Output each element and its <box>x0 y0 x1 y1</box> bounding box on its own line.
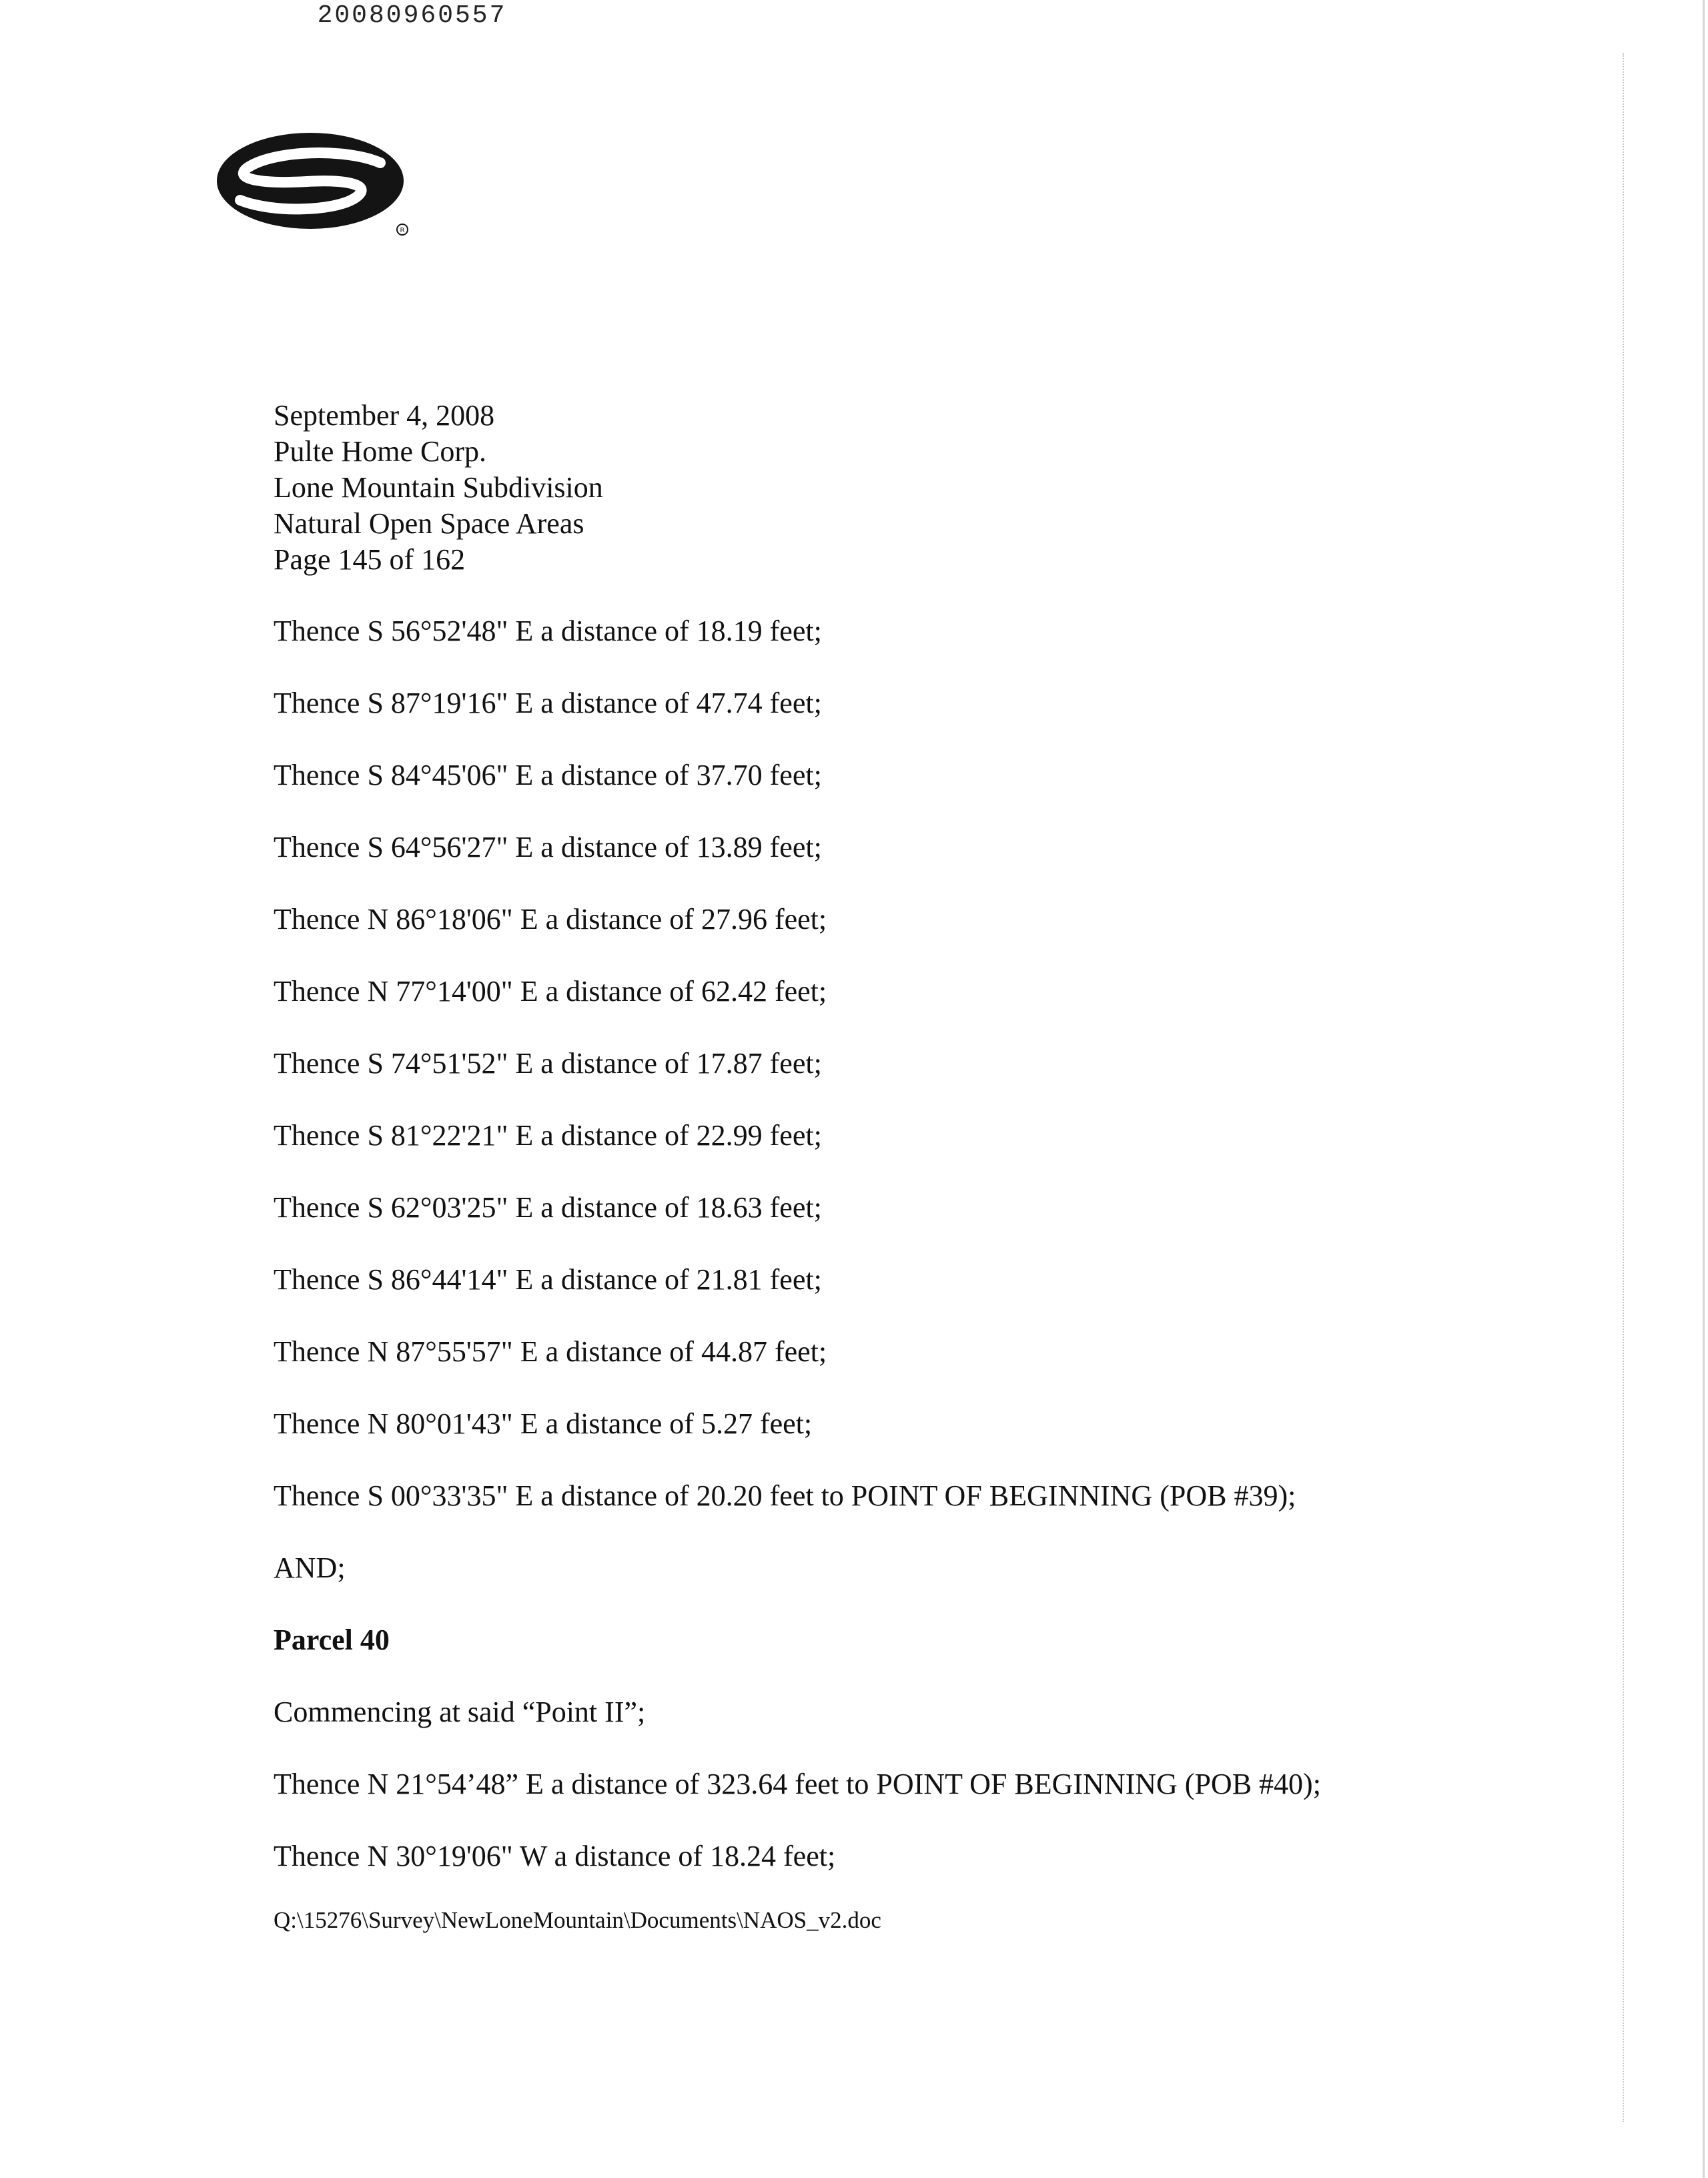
scan-edge-divider <box>1623 53 1624 2122</box>
bearing-line: Thence S 56°52'48" E a distance of 18.19 feet; <box>274 615 822 647</box>
document-number: 20080960557 <box>317 1 507 30</box>
bearing-line: Thence S 84°45'06" E a distance of 37.70 feet; <box>274 759 822 791</box>
document-body <box>274 611 1321 1908</box>
bearing-line: Thence N 77°14'00" E a distance of 62.42 feet; <box>274 975 827 1008</box>
header-subdivision: Lone Mountain Subdivision <box>274 471 603 504</box>
company-s-logo-icon <box>214 131 414 238</box>
bearing-line: Thence N 87°55'57" E a distance of 44.87 feet; <box>274 1335 827 1368</box>
and-separator: AND; <box>274 1551 346 1584</box>
footer-file-path: Q:\15276\Survey\NewLoneMountain\Documents\NAOS_v2.doc <box>274 1907 881 1933</box>
svg-text:R: R <box>400 227 405 234</box>
bearing-line: Thence N 86°18'06" E a distance of 27.96 feet; <box>274 903 827 936</box>
bearing-line: Thence S 86°44'14" E a distance of 21.81 feet; <box>274 1263 822 1296</box>
scan-edge-border <box>1703 0 1705 2178</box>
bearing-line: Thence N 30°19'06" W a distance of 18.24 feet; <box>274 1840 836 1872</box>
header-date: September 4, 2008 <box>274 399 495 432</box>
bearing-line-pob-39: Thence S 00°33'35" E a distance of 20.20 feet to POINT OF BEGINNING (POB #39); <box>274 1479 1296 1512</box>
bearing-line: Thence S 74°51'52" E a distance of 17.87 feet; <box>274 1047 822 1080</box>
commencing-line: Commencing at said “Point II”; <box>274 1696 646 1728</box>
parcel-heading: Parcel 40 <box>274 1623 390 1656</box>
bearing-line: Thence S 81°22'21" E a distance of 22.99 feet; <box>274 1119 822 1152</box>
bearing-line: Thence S 64°56'27" E a distance of 13.89 feet; <box>274 831 822 863</box>
bearing-line: Thence S 62°03'25" E a distance of 18.63 feet; <box>274 1191 822 1224</box>
header-company: Pulte Home Corp. <box>274 435 486 468</box>
bearing-line: Thence N 80°01'43" E a distance of 5.27 feet; <box>274 1407 813 1440</box>
bearing-line-pob-40: Thence N 21°54’48” E a distance of 323.64 feet to POINT OF BEGINNING (POB #40); <box>274 1768 1321 1800</box>
header-subject: Natural Open Space Areas <box>274 507 584 540</box>
bearing-line: Thence S 87°19'16" E a distance of 47.74 feet; <box>274 687 822 719</box>
header-page-number: Page 145 of 162 <box>274 543 466 576</box>
letter-header <box>274 398 603 578</box>
